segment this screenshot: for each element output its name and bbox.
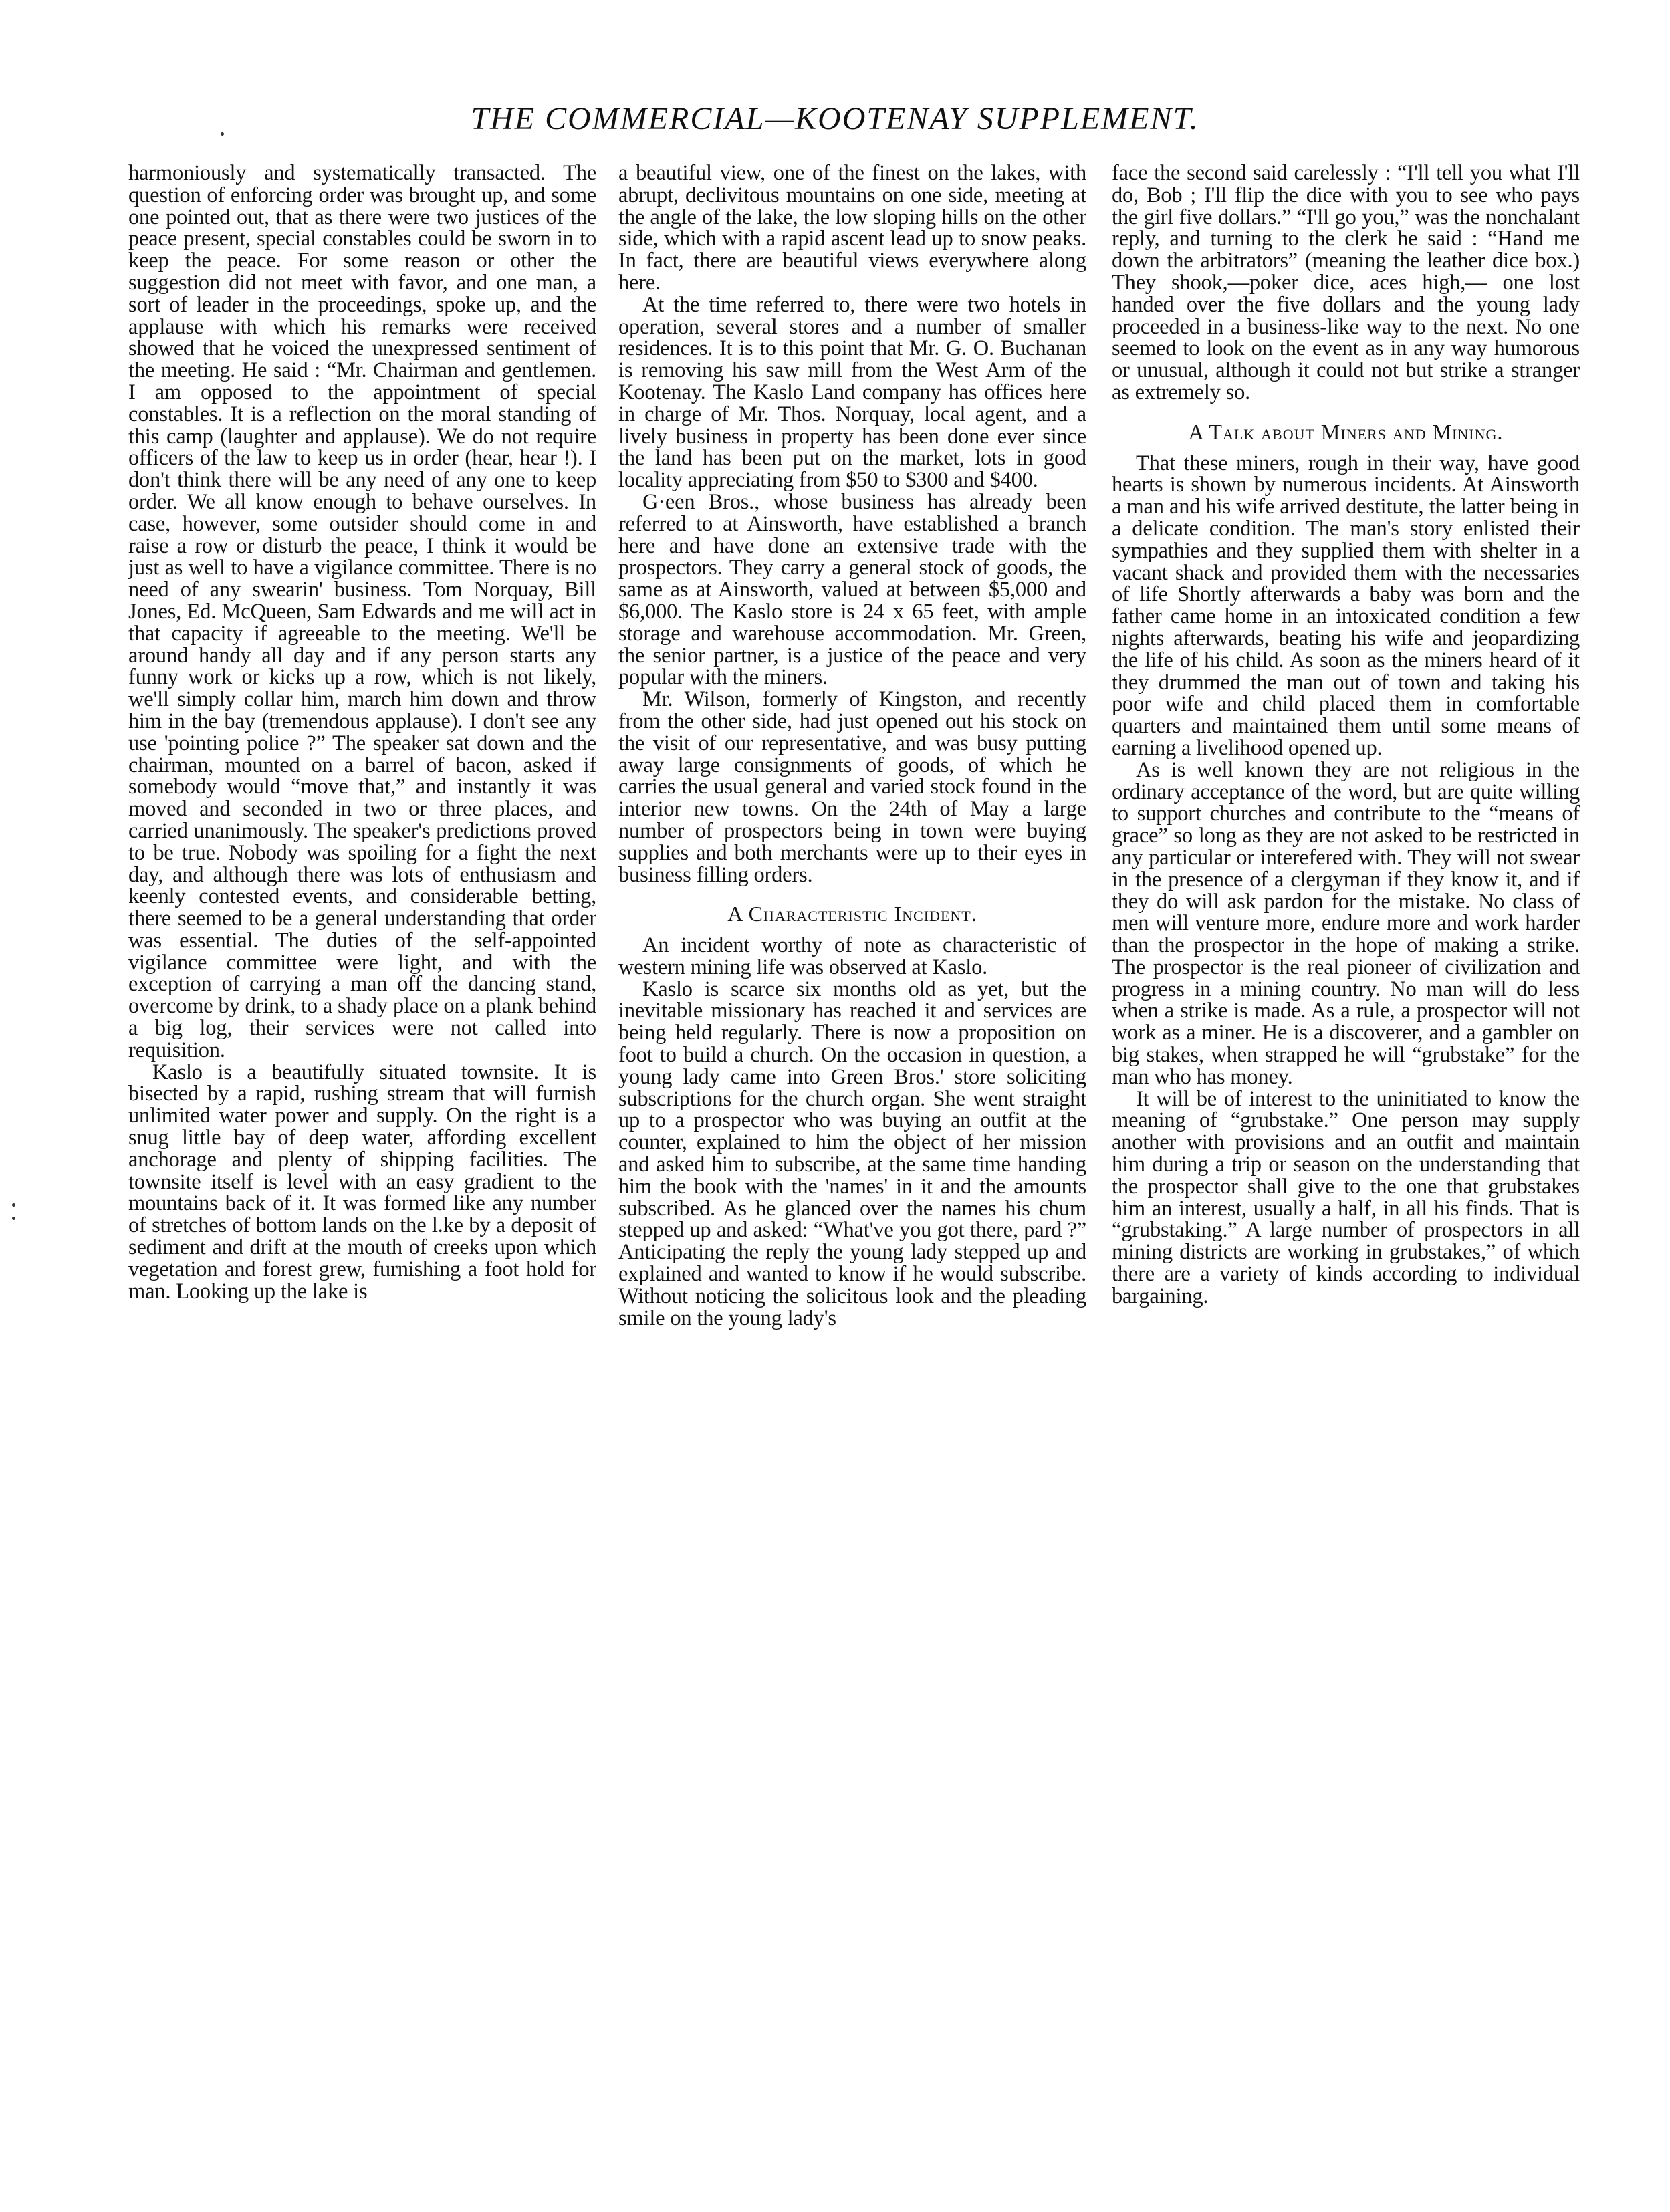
paragraph: face the second said carelessly : “I'll tell you what I'll do, Bob ; I'll flip the dice with you to see who pays the girl five dollars.” “I'll go you,” was the nonchalant reply, and turning to the clerk he said : “Hand me down the arbitrators” (meaning the leather dice box.) They shook,—poker dice, aces high,— one lost handed over the five dollars and the young lady proceeded in a business-like way to the next. No one seemed to look on the event as in any way humorous or unusual, although it could not but strike a stranger as extremely so.	[1112, 162, 1580, 404]
margin-mark	[12, 1203, 15, 1207]
article-column-2	[618, 162, 1086, 2168]
paragraph: At the time referred to, there were two hotels in operation, several stores and a number of smaller residences. It is to this point that Mr. G. O. Buchanan is removing his saw mill from the West Arm of the Kootenay. The Kaslo Land company has offices here in charge of Mr. Thos. Norquay, local agent, and a lively business in property has been done ever since the land has been put on the market, lots in good locality appreciating from $50 to $300 and $400.	[618, 292, 1086, 493]
paragraph: Kaslo is a beautifully situated townsite. It is bisected by a rapid, rushing stream that will furnish unlimited water power and supply. On the right is a snug little bay of deep water, affording excellent anchorage and plenty of shipping facilities. The townsite itself is level with an easy gradient to the mountains back of it. It was formed like any number of stretches of bottom lands on the l.ke by a deposit of sediment and drift at the mouth of creeks upon which vegetation and forest grew, furnishing a foot hold for man. Looking up the lake is	[128, 1060, 596, 1304]
paragraph: harmoniously and systematically transacted. The question of enforcing order was brought up, and some one pointed out, that as there were two justices of the peace present, special constables could be sworn in to keep the peace. For some reason or other the suggestion did not meet with favor, and one man, a sort of leader in the proceedings, spoke up, and the applause with which his remarks were received showed that he voiced the unexpressed sentiment of the meeting. He said : “Mr. Chairman and gentlemen. I am opposed to the appointment of special constables. It is a reflection on the moral standing of this camp (laughter and applause). We do not require officers of the law to keep us in order (hear, hear !). I don't think there will be any need of any one to keep order. We all know enough to behave ourselves. In case, however, some outsider should come in and raise a row or disturb the peace, I think it would be just as well to have a vigilance committee. There is no need of any swearin' business. Tom Norquay, Bill Jones, Ed. McQueen, Sam Edwards and me will act in that capacity if agreeable to the meeting. We'll be around handy all day and if any person starts any funny work or kicks up a row, which is not likely, we'll simply collar him, march him down and throw him in the bay (tremendous applause). I don't see any use 'pointing police ?” The speaker sat down and the chairman, mounted on a barrel of bacon, asked if somebody would “move that,” and instantly it was moved and seconded in two or three places, and carried unanimously. The speaker's predictions proved to be true. Nobody was spoiling for a fight the next day, and although there was lots of enthusiasm and keenly contested events, and considerable betting, there seemed to be a general understanding that order was essential. The duties of the self-appointed vigilance committee were light, and with the exception of carrying a man off the dancing stand, overcome by drink, to a shady place on a plank behind a big log, their services were not called into requisition.	[128, 162, 596, 1062]
margin-mark	[12, 1217, 15, 1220]
paragraph: Mr. Wilson, formerly of Kingston, and recently from the other side, had just opened out his stock on the visit of our representative, and was busy putting away large consignments of goods, of which he carries the usual general and varied stock found in the interior new towns. On the 24th of May a large number of prospectors being in town were buying supplies and both merchants were up to their eyes in business filling orders.	[618, 687, 1086, 887]
section-heading: A Characteristic Incident.	[727, 902, 977, 927]
article-column-3	[1112, 162, 1580, 2168]
section-heading: A Talk about Miners and Mining.	[1188, 419, 1504, 444]
paragraph: An incident worthy of note as characteristic of western mining life was observed at Kaslo.	[618, 933, 1086, 979]
paragraph: As is well known they are not religious in the ordinary acceptance of the word, but are quite willing to support churches and contribute to the “means of grace” so long as they are not asked to be restricted in any particular or interefered with. They will not swear in the presence of a clergyman if they know it, and if they do will ask pardon for the mistake. No class of men will venture more, endure more and work harder than the prospector in the hope of making a strike. The prospector is the real pioneer of civilization and progress in a mining country. No man will do less when a strike is made. As a rule, a prospector will not work as a miner. He is a discoverer, and a gambler on big stakes, when strapped he will “grubstake” for the man who has money.	[1112, 757, 1580, 1089]
paragraph: Kaslo is scarce six months old as yet, but the inevitable missionary has reached it and services are being held regularly. There is now a proposition on foot to build a church. On the occasion in question, a young lady came into Green Bros.' store soliciting subscriptions for the church organ. She went straight up to a prospector who was buying an outfit at the counter, explained to him the object of her mission and asked him to subscribe, at the same time handing him the book with the 'names' in it and the amounts subscribed. As he glanced over the names his chum stepped up and asked: “What've you got there, pard ?” Anticipating the reply the young lady stepped up and explained and wanted to know if he would subscribe. Without noticing the solicitous look and the pleading smile on the young lady's	[618, 977, 1086, 1330]
paragraph: a beautiful view, one of the finest on the lakes, with abrupt, declivitous mountains on one side, meeting at the angle of the lake, the low sloping hills on the other side, which with a rapid ascent lead up to snow peaks. In fact, there are beautiful views everywhere along here.	[618, 162, 1086, 295]
paragraph: It will be of interest to the uninitiated to know the meaning of “grubstake.” One person may supply another with provisions and an outfit and maintain him during a trip or season on the understanding that the prospector shall give to the one that grubstakes him an interest, usually a half, in all his finds. That is “grubstaking.” A large number of prospectors in all mining districts are working in grubstakes,” of which there are a variety of kinds according to individual bargaining.	[1112, 1086, 1580, 1308]
article-column-1	[128, 162, 596, 2168]
page-header-title: THE COMMERCIAL—KOOTENAY SUPPLEMENT.	[471, 101, 1199, 136]
paragraph: That these miners, rough in their way, have good hearts is shown by numerous incidents. At Ainsworth a man and his wife arrived destitute, the latter being in a delicate condition. The man's story enlisted their sympathies and they supplied them with shelter in a vacant shack and provided them with the necessaries of life Shortly afterwards a baby was born and the father came home in an intoxicated condition a few nights afterwards, beating his wife and jeopardizing the life of his child. As soon as the miners heard of it they drummed the man out of town and taking his poor wife and child placed them in comfortable quarters and maintained them until some means of earning a livelihood opened up.	[1112, 451, 1580, 760]
paragraph: G·een Bros., whose business has already been referred to at Ainsworth, have established a branch here and have done an extensive trade with the prospectors. They carry a general stock of goods, the same as at Ainsworth, valued at between $5,000 and $6,000. The Kaslo store is 24 x 65 feet, with ample storage and warehouse accommodation. Mr. Green, the senior partner, is a justice of the peace and very popular with the miners.	[618, 489, 1086, 690]
